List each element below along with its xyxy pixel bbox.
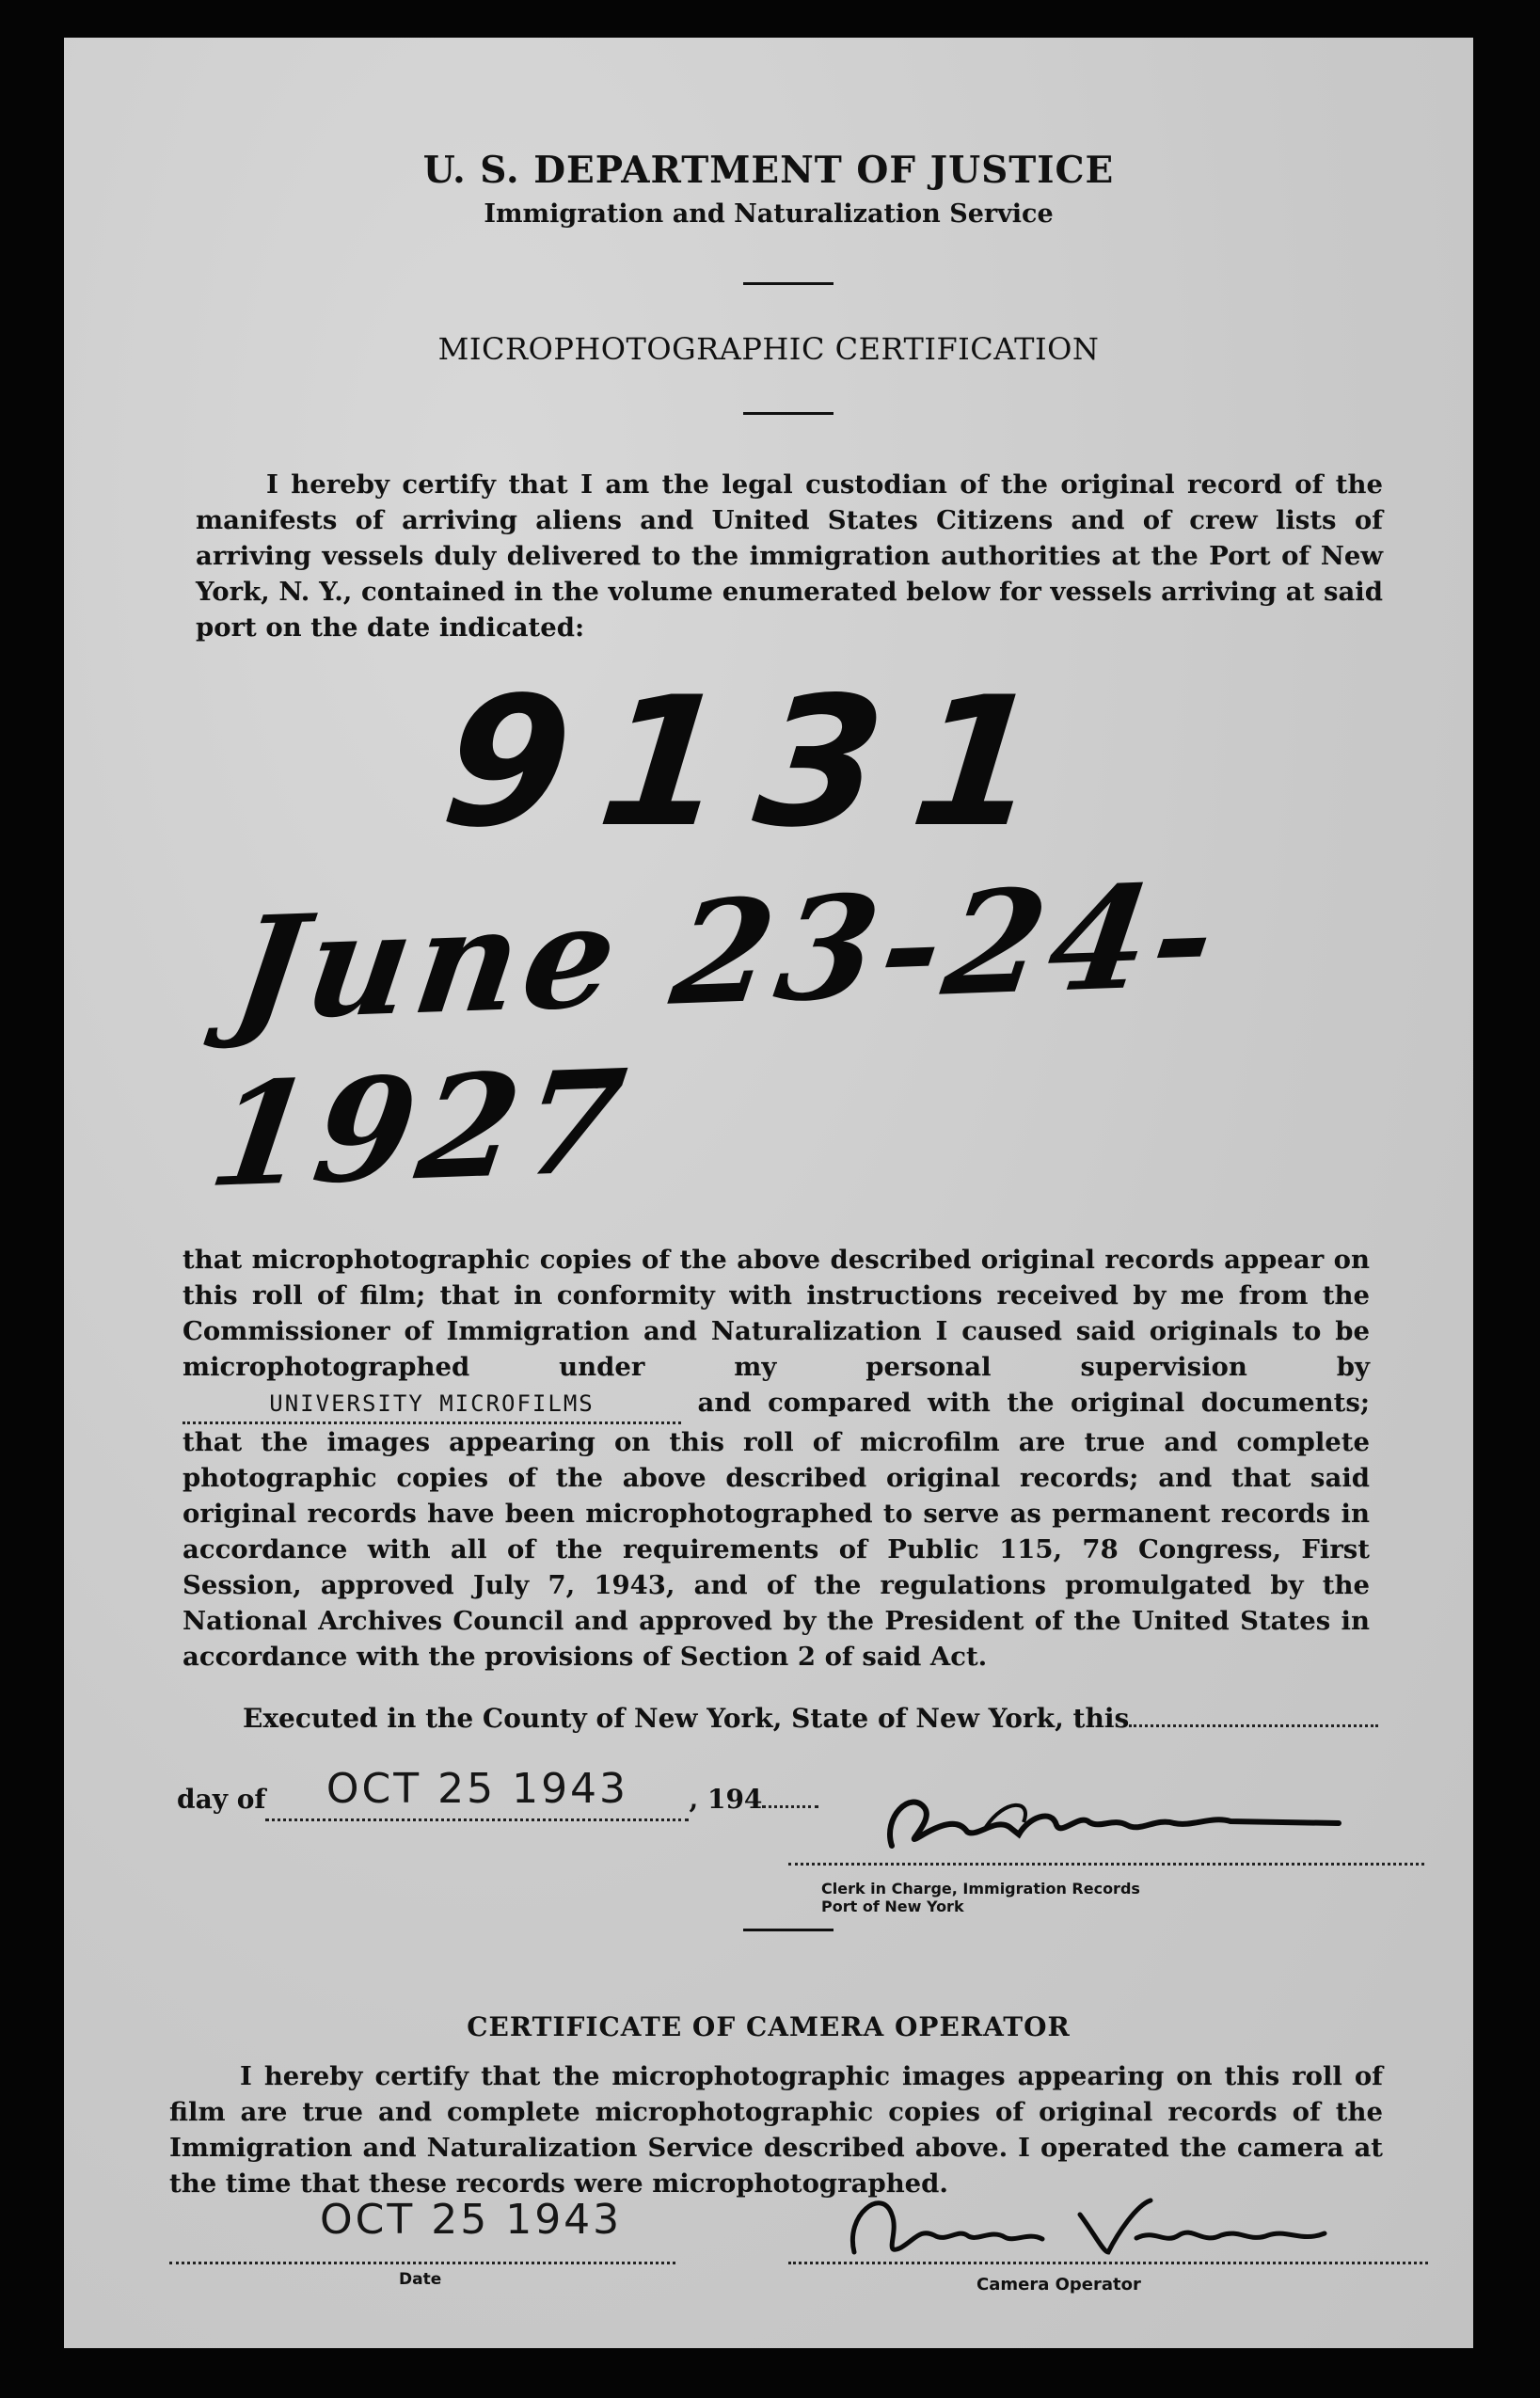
day-of-label: day of [177,1784,266,1815]
divider [743,412,834,415]
handwritten-roll-number: 9131 [434,659,1082,866]
executed-text: Executed in the County of New York, State of New York, this [243,1703,1130,1734]
photographer-field [183,1385,681,1424]
custodian-paragraph [196,467,1383,645]
executed-blank [1129,1724,1378,1727]
custodian-text: I hereby certify that I am the legal custodian of the original record of the manifests of arriving aliens and United States Citizens and of crew lists of arriving vessels duly delivered to the immigration authorities at the Port of New York, N. Y., contained in the volume enumerated below for vessels arriving at said port on the date indicated: [196,469,1383,643]
certification-title: MICROPHOTOGRAPHIC CERTIFICATION [437,331,1100,367]
divider [743,1929,834,1931]
operator-date-stamp: OCT 25 1943 [320,2196,623,2244]
department-heading: U. S. DEPARTMENT OF JUSTICE [422,149,1115,192]
microphotography-text-part1: that microphotographic copies of the above described original records appear on this roll of film; that in conformity with instructions received by me from the Commissioner of Immigration and Naturalization I caused said originals to be microphotographed under my personal supervision by [183,1245,1370,1382]
day-of-field [265,1765,689,1821]
handwritten-dates: June 23-24-1927 [200,851,1230,1220]
photographer-name: UNIVERSITY MICROFILMS [269,1390,595,1417]
camera-operator-label: Camera Operator [976,2275,1141,2295]
day-of-stamp: OCT 25 1943 [325,1765,629,1813]
clerk-title-line1: Clerk in Charge, Immigration Records [821,1880,1140,1898]
camera-operator-text: I hereby certify that the microphotographic images appearing on this roll of film are true and complete microphotographic copies of original records of the Immigration and Naturalization Service described above. I operated the camera at the time that these records were microphotographed. [169,2061,1383,2199]
divider [743,282,834,285]
certificate-sheet [64,38,1473,2348]
microphotography-paragraph [183,1242,1370,1675]
camera-operator-title: CERTIFICATE OF CAMERA OPERATOR [467,2011,1071,2042]
clerk-title [821,1880,1140,1915]
year-prefix: , 194 [689,1784,763,1815]
executed-line [243,1703,1378,1734]
service-subheading: Immigration and Naturalization Service [484,199,1054,229]
camera-operator-signature [826,2177,1353,2271]
clerk-signature [854,1780,1343,1865]
day-of-line [177,1765,818,1821]
clerk-title-line2: Port of New York [821,1898,964,1915]
year-blank [762,1805,818,1808]
microphotography-text-part2: and compared with the original documents; that the images appearing on this roll of microfilm are true and complete photographic copies of the above described original records; and that said original records have been microphotographed to serve as permanent records in accordance with all of the requirements of Public 115, 78 Congress, First Session, approved July 7, 1943, and of the regulations promulgated by the National Archives Council and approved by the President of the United States in accordance with the provisions of Section 2 of said Act. [183,1388,1371,1672]
date-label: Date [399,2270,442,2289]
